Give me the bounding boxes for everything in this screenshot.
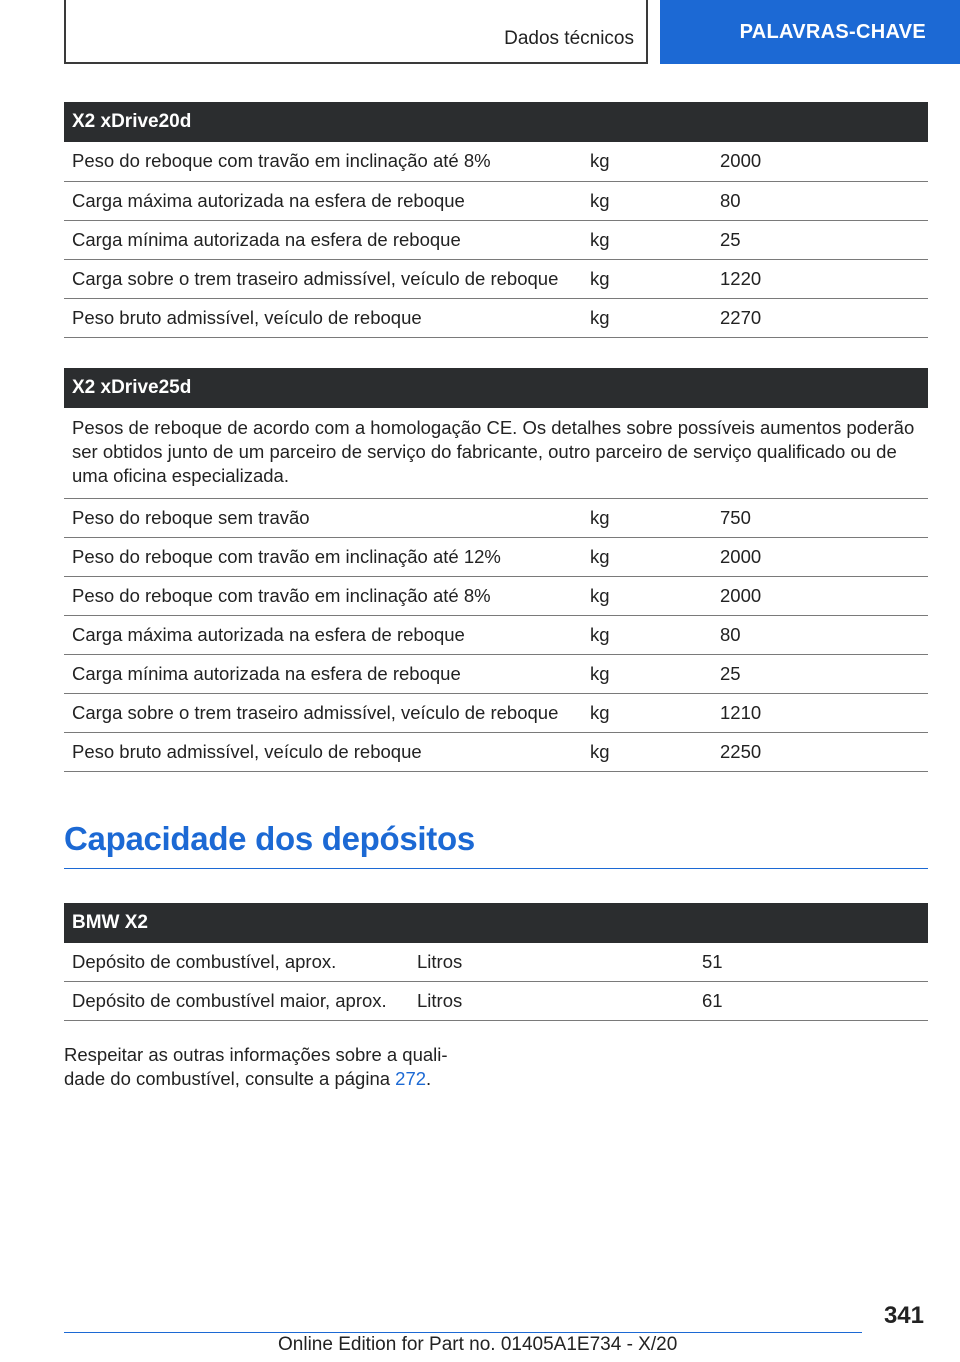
page-link[interactable]: 272 xyxy=(395,1068,427,1089)
row-label: Peso do reboque sem travão xyxy=(64,498,582,537)
row-value: 51 xyxy=(694,943,928,982)
row-label: Depósito de combustível maior, aprox. xyxy=(64,982,409,1021)
spec-table-bmw-x2 xyxy=(64,903,928,1022)
table-row xyxy=(64,615,928,654)
row-unit: kg xyxy=(582,615,712,654)
row-value: 25 xyxy=(712,654,928,693)
row-unit: kg xyxy=(582,732,712,771)
spacer xyxy=(64,869,928,903)
row-value: 1210 xyxy=(712,693,928,732)
table-row xyxy=(64,298,928,337)
row-label: Carga sobre o trem traseiro admissível, veículo de reboque xyxy=(64,259,582,298)
row-unit: kg xyxy=(582,693,712,732)
section-label[interactable]: Dados técnicos xyxy=(504,28,634,49)
page-number: 341 xyxy=(883,1302,924,1329)
table-row xyxy=(64,537,928,576)
table-row xyxy=(64,732,928,771)
row-unit: Litros xyxy=(409,982,694,1021)
table-row xyxy=(64,982,928,1021)
row-value: 2270 xyxy=(712,298,928,337)
table-row xyxy=(64,943,928,982)
row-value: 80 xyxy=(712,615,928,654)
table-note: Pesos de reboque de acordo com a homologação CE. Os detalhes sobre possíveis aumentos poderão ser obtidos junto de um parceiro de serviço do fabricante, outro parceiro de serviço qualificado ou de uma oficina especializada. xyxy=(64,408,928,499)
fuel-quality-note xyxy=(64,1043,464,1091)
row-value: 61 xyxy=(694,982,928,1021)
table-row xyxy=(64,693,928,732)
table-title: X2 xDrive20d xyxy=(64,102,928,142)
edition-text: Online Edition for Part no. 01405A1E734 - X/20 xyxy=(278,1334,678,1355)
row-value: 2000 xyxy=(712,576,928,615)
table-row xyxy=(64,181,928,220)
row-label: Carga máxima autorizada na esfera de reboque xyxy=(64,181,582,220)
row-unit: kg xyxy=(582,537,712,576)
row-value: 2000 xyxy=(712,537,928,576)
row-value: 80 xyxy=(712,181,928,220)
table-row xyxy=(64,259,928,298)
row-unit: kg xyxy=(582,259,712,298)
row-label: Depósito de combustível, aprox. xyxy=(64,943,409,982)
row-unit: kg xyxy=(582,298,712,337)
row-unit: Litros xyxy=(409,943,694,982)
row-unit: kg xyxy=(582,142,712,181)
table-title: BMW X2 xyxy=(64,903,928,943)
keywords-tab[interactable]: PALAVRAS-CHAVE xyxy=(660,0,960,64)
row-value: 2000 xyxy=(712,142,928,181)
row-label: Peso do reboque com travão em inclinação até 8% xyxy=(64,142,582,181)
table-header-row xyxy=(64,102,928,142)
table-row xyxy=(64,498,928,537)
row-value: 1220 xyxy=(712,259,928,298)
spec-table-x2-xdrive25d xyxy=(64,368,928,772)
header-frame xyxy=(64,0,648,64)
footer-divider xyxy=(64,1332,862,1333)
row-unit: kg xyxy=(582,654,712,693)
table-note-row xyxy=(64,408,928,499)
table-header-row xyxy=(64,903,928,943)
note-text: Respeitar as outras informações sobre a qualidade do combustível, consulte a página xyxy=(64,1044,448,1089)
row-label: Carga mínima autorizada na esfera de reboque xyxy=(64,654,582,693)
row-label: Carga mínima autorizada na esfera de reboque xyxy=(64,220,582,259)
row-label: Peso do reboque com travão em inclinação até 12% xyxy=(64,537,582,576)
table-row xyxy=(64,654,928,693)
row-label: Carga sobre o trem traseiro admissível, veículo de reboque xyxy=(64,693,582,732)
row-label: Carga máxima autorizada na esfera de reboque xyxy=(64,615,582,654)
row-unit: kg xyxy=(582,181,712,220)
row-value: 25 xyxy=(712,220,928,259)
spacer xyxy=(64,338,928,368)
table-header-row xyxy=(64,368,928,408)
row-label: Peso do reboque com travão em inclinação até 8% xyxy=(64,576,582,615)
table-row xyxy=(64,220,928,259)
row-unit: kg xyxy=(582,220,712,259)
spec-table-x2-xdrive20d xyxy=(64,102,928,338)
table-row xyxy=(64,142,928,181)
row-unit: kg xyxy=(582,576,712,615)
section-title: Capacidade dos depósitos xyxy=(64,772,928,869)
note-end: . xyxy=(426,1068,432,1089)
row-value: 2250 xyxy=(712,732,928,771)
table-title: X2 xDrive25d xyxy=(64,368,928,408)
row-unit: kg xyxy=(582,498,712,537)
row-label: Peso bruto admissível, veículo de reboque xyxy=(64,732,582,771)
row-value: 750 xyxy=(712,498,928,537)
main-content xyxy=(64,102,928,1091)
table-row xyxy=(64,576,928,615)
row-label: Peso bruto admissível, veículo de reboque xyxy=(64,298,582,337)
